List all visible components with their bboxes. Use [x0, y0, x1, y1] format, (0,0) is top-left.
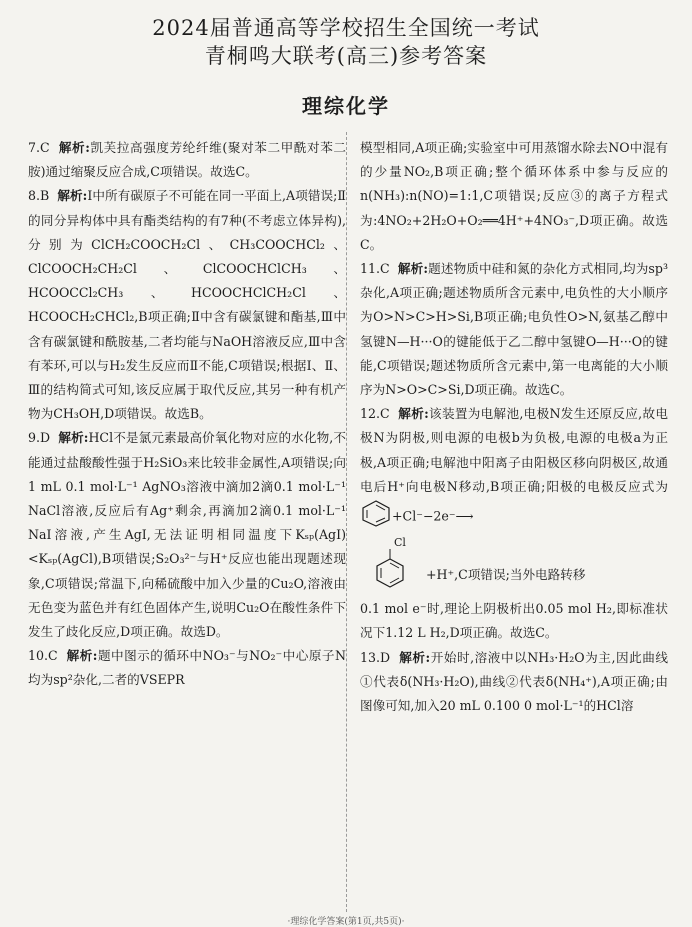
exam-subtitle: 青桐鸣大联考(高三)参考答案	[204, 44, 488, 68]
answer-text: Ⅰ中所有碳原子不可能在同一平面上,A项错误;Ⅱ的同分异构体中具有酯类结构的有7种(不考虑立体异构),分别为ClCH₂COOCH₂Cl、CH₃COOCHCl₂、ClCOOCH₂CH₂Cl、ClCOOCHClCH₃、HCOOCCl₂CH₃、HCOOCHClCH₂Cl、HCOOCH₂CHCl₂,B项正确;Ⅱ中含有碳氯键和酯基,Ⅲ中含有碳氯键和酰胺基,二者均能与NaOH溶液反应,Ⅲ中含有苯环,可以与H₂发生反应而Ⅱ不能,C项错误;根据Ⅰ、Ⅱ、Ⅲ的结构简式可知,该反应属于取代反应,其另一种有机产物为CH₃OH,D项错误。故选B。	[28, 188, 346, 422]
question-number: 9.D	[28, 430, 51, 446]
analysis-label: 解析:	[57, 188, 88, 204]
column-divider	[346, 132, 347, 912]
answer-q10-continued	[360, 136, 668, 257]
right-column	[360, 136, 668, 718]
answer-q7	[28, 136, 346, 184]
page-footer: ·理综化学答案(第1页,共5页)·	[287, 917, 405, 927]
answer-q10	[28, 644, 346, 692]
question-number: 8.B	[28, 188, 50, 204]
benzene-structure	[360, 499, 392, 535]
answer-q13	[360, 646, 668, 719]
answer-text: 开始时,溶液中以NH₃·H₂O为主,因此曲线①代表δ(NH₃·H₂O),曲线②代表δ(NH₄⁺),A项正确;由图像可知,加入20 mL 0.100 0 mol·L⁻¹的HCl溶	[360, 649, 668, 714]
answer-text: 题述物质中硅和氮的杂化方式相同,均为sp³杂化,A项正确;题述物质所含元素中,电负性的大小顺序为O>N>C>H>Si,B项正确;电负性O>N,氨基乙醇中氢键N—H···O的键能低于乙二醇中氢键O—H···O的键能,C项错误;题述物质所含元素中,第一电离能的大小顺序为N>O>C>Si,D项正确。故选C。	[360, 261, 668, 398]
question-number: 13.D	[360, 649, 391, 665]
analysis-label: 解析:	[66, 648, 98, 664]
analysis-label: 解析:	[399, 649, 431, 665]
equation-text: +H⁺,C项错误;当外电路转移	[426, 567, 586, 583]
answer-text: 题中图示的循环中NO₃⁻与NO₂⁻中心原子N均为sp²杂化,二者的VSEPR	[28, 648, 346, 688]
answer-text: 模型相同,A项正确;实验室中可用蒸馏水除去NO中混有的少量NO₂,B项正确;整个循环体系中参与反应的n(NH₃):n(NO)=1:1,C项错误;反应③的离子方程式为:4NO₂+2H₂O+O₂══4H⁺+4NO₃⁻,D项正确。故选C。	[360, 140, 668, 252]
question-number: 7.C	[28, 140, 50, 155]
analysis-label: 解析:	[58, 430, 89, 446]
analysis-label: 解析:	[58, 140, 90, 155]
answer-text: 凯芙拉高强度芳纶纤维(聚对苯二甲酰对苯二胺)通过缩聚反应合成,C项错误。故选C。	[28, 140, 346, 180]
answer-q8	[28, 184, 346, 426]
exam-title: 2024届普通高等学校招生全国统一考试	[152, 16, 540, 40]
answer-q12	[360, 402, 668, 645]
analysis-label: 解析:	[397, 261, 429, 277]
left-column	[28, 136, 346, 693]
subject-title: 理综化学	[302, 94, 390, 118]
question-number: 12.C	[360, 406, 390, 422]
chlorobenzene-structure	[364, 535, 416, 595]
chlorobenzene-row	[360, 535, 668, 597]
question-number: 11.C	[360, 261, 390, 277]
chlorine-label: Cl	[394, 536, 406, 550]
question-number: 10.C	[28, 648, 58, 664]
answer-q11	[360, 257, 668, 402]
equation-text: +Cl⁻−2e⁻⟶	[392, 508, 474, 524]
answer-text: 0.1 mol e⁻时,理论上阴极析出0.05 mol H₂,即标准状况下1.12 L H₂,D项正确。故选C。	[360, 601, 668, 641]
answer-q9	[28, 426, 346, 644]
analysis-label: 解析:	[398, 406, 429, 422]
answer-text: HCl不是氯元素最高价氧化物对应的水化物,不能通过盐酸酸性强于H₂SiO₃来比较非金属性,A项错误;向1 mL 0.1 mol·L⁻¹ AgNO₃溶液中滴加2滴0.1 mol·L⁻¹ NaCl溶液,反应后有Ag⁺剩余,再滴加2滴0.1 mol·L⁻¹ NaI溶液,产生AgI,无法证明相同温度下Kₛₚ(AgI)<Kₛₚ(AgCl),B项错误;S₂O₃²⁻与H⁺反应也能出现题述现象,C项错误;常温下,向稀硫酸中加入少量的Cu₂O,溶液由无色变为蓝色并有红色固体产生,说明Cu₂O在酸性条件下发生了歧化反应,D项正确。故选D。	[28, 430, 346, 640]
answer-text: 该装置为电解池,电极N发生还原反应,故电极N为阴极,则电源的电极b为负极,电源的电极a为正极,A项正确;电解池中阳离子由阳极区移向阴极区,故通电后H⁺向电极N移动,B项正确;阳极的电极反应式为	[360, 406, 668, 494]
